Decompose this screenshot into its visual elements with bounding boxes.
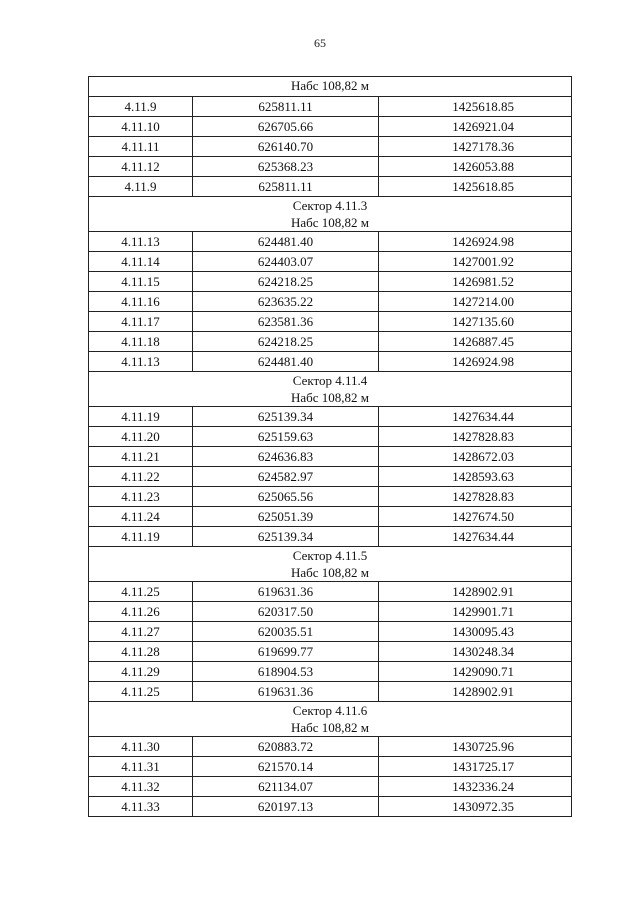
table-row: [89, 777, 572, 797]
point-id-cell: 4.11.27: [89, 622, 193, 642]
x-coordinate-cell: 626705.66: [193, 117, 379, 137]
sector-header-cell: [89, 547, 572, 582]
y-coordinate-cell: 1432336.24: [379, 777, 572, 797]
point-id-cell: 4.11.25: [89, 682, 193, 702]
sector-title: Сектор 4.11.3: [292, 198, 368, 213]
point-id-cell: 4.11.19: [89, 407, 193, 427]
y-coordinate-cell: 1427178.36: [379, 137, 572, 157]
table-row: [89, 622, 572, 642]
y-coordinate-cell: 1427214.00: [379, 292, 572, 312]
y-coordinate-cell: 1430972.35: [379, 797, 572, 817]
x-coordinate-cell: 624481.40: [193, 232, 379, 252]
page-number: 65: [314, 36, 326, 50]
table-row: [89, 467, 572, 487]
table-row: [89, 332, 572, 352]
x-coordinate-cell: 624636.83: [193, 447, 379, 467]
table-row: [89, 292, 572, 312]
table-row: [89, 117, 572, 137]
table-row: [89, 137, 572, 157]
table-row: [89, 797, 572, 817]
point-id-cell: 4.11.29: [89, 662, 193, 682]
x-coordinate-cell: 619631.36: [193, 582, 379, 602]
y-coordinate-cell: 1427674.50: [379, 507, 572, 527]
x-coordinate-cell: 620317.50: [193, 602, 379, 622]
y-coordinate-cell: 1430725.96: [379, 737, 572, 757]
y-coordinate-cell: 1427001.92: [379, 252, 572, 272]
y-coordinate-cell: 1428902.91: [379, 582, 572, 602]
x-coordinate-cell: 624403.07: [193, 252, 379, 272]
y-coordinate-cell: 1426924.98: [379, 352, 572, 372]
point-id-cell: 4.11.18: [89, 332, 193, 352]
y-coordinate-cell: 1425618.85: [379, 177, 572, 197]
y-coordinate-cell: 1426924.98: [379, 232, 572, 252]
point-id-cell: 4.11.14: [89, 252, 193, 272]
y-coordinate-cell: 1429090.71: [379, 662, 572, 682]
sector-header-row: [89, 702, 572, 737]
table-row: [89, 352, 572, 372]
table-row: [89, 662, 572, 682]
sector-header-cell: [89, 702, 572, 737]
sector-header-row: [89, 197, 572, 232]
coordinates-table: [88, 76, 572, 817]
y-coordinate-cell: 1429901.71: [379, 602, 572, 622]
table-row: [89, 312, 572, 332]
point-id-cell: 4.11.19: [89, 527, 193, 547]
sector-header-row: [89, 77, 572, 97]
x-coordinate-cell: 619631.36: [193, 682, 379, 702]
y-coordinate-cell: 1431725.17: [379, 757, 572, 777]
point-id-cell: 4.11.21: [89, 447, 193, 467]
x-coordinate-cell: 624218.25: [193, 332, 379, 352]
y-coordinate-cell: 1426981.52: [379, 272, 572, 292]
x-coordinate-cell: 620197.13: [193, 797, 379, 817]
x-coordinate-cell: 620035.51: [193, 622, 379, 642]
absolute-height-label: Набс 108,82 м: [290, 78, 370, 93]
point-id-cell: 4.11.9: [89, 177, 193, 197]
x-coordinate-cell: 624218.25: [193, 272, 379, 292]
y-coordinate-cell: 1426887.45: [379, 332, 572, 352]
x-coordinate-cell: 625159.63: [193, 427, 379, 447]
y-coordinate-cell: 1426053.88: [379, 157, 572, 177]
x-coordinate-cell: 623581.36: [193, 312, 379, 332]
point-id-cell: 4.11.10: [89, 117, 193, 137]
x-coordinate-cell: 625139.34: [193, 407, 379, 427]
point-id-cell: 4.11.24: [89, 507, 193, 527]
sector-header-cell: [89, 77, 572, 97]
sector-title: Сектор 4.11.5: [292, 548, 368, 563]
absolute-height-label: Набс 108,82 м: [290, 565, 370, 580]
y-coordinate-cell: 1427634.44: [379, 407, 572, 427]
point-id-cell: 4.11.12: [89, 157, 193, 177]
x-coordinate-cell: 625811.11: [193, 177, 379, 197]
y-coordinate-cell: 1430248.34: [379, 642, 572, 662]
x-coordinate-cell: 625051.39: [193, 507, 379, 527]
point-id-cell: 4.11.17: [89, 312, 193, 332]
y-coordinate-cell: 1426921.04: [379, 117, 572, 137]
coordinates-table-body: [89, 77, 572, 817]
y-coordinate-cell: 1427135.60: [379, 312, 572, 332]
x-coordinate-cell: 625065.56: [193, 487, 379, 507]
point-id-cell: 4.11.22: [89, 467, 193, 487]
point-id-cell: 4.11.20: [89, 427, 193, 447]
y-coordinate-cell: 1428593.63: [379, 467, 572, 487]
point-id-cell: 4.11.9: [89, 97, 193, 117]
y-coordinate-cell: 1428902.91: [379, 682, 572, 702]
y-coordinate-cell: 1427634.44: [379, 527, 572, 547]
point-id-cell: 4.11.25: [89, 582, 193, 602]
x-coordinate-cell: 626140.70: [193, 137, 379, 157]
y-coordinate-cell: 1428672.03: [379, 447, 572, 467]
x-coordinate-cell: 620883.72: [193, 737, 379, 757]
x-coordinate-cell: 621570.14: [193, 757, 379, 777]
table-row: [89, 582, 572, 602]
x-coordinate-cell: 618904.53: [193, 662, 379, 682]
sector-header-row: [89, 547, 572, 582]
table-row: [89, 487, 572, 507]
table-row: [89, 252, 572, 272]
point-id-cell: 4.11.13: [89, 232, 193, 252]
point-id-cell: 4.11.13: [89, 352, 193, 372]
x-coordinate-cell: 625368.23: [193, 157, 379, 177]
x-coordinate-cell: 624481.40: [193, 352, 379, 372]
point-id-cell: 4.11.11: [89, 137, 193, 157]
table-row: [89, 507, 572, 527]
y-coordinate-cell: 1430095.43: [379, 622, 572, 642]
sector-header-row: [89, 372, 572, 407]
point-id-cell: 4.11.33: [89, 797, 193, 817]
sector-title: Сектор 4.11.4: [292, 373, 368, 388]
table-row: [89, 272, 572, 292]
point-id-cell: 4.11.32: [89, 777, 193, 797]
table-row: [89, 157, 572, 177]
point-id-cell: 4.11.30: [89, 737, 193, 757]
x-coordinate-cell: 624582.97: [193, 467, 379, 487]
table-row: [89, 427, 572, 447]
sector-header-cell: [89, 372, 572, 407]
absolute-height-label: Набс 108,82 м: [290, 215, 370, 230]
absolute-height-label: Набс 108,82 м: [290, 390, 370, 405]
absolute-height-label: Набс 108,82 м: [290, 720, 370, 735]
point-id-cell: 4.11.26: [89, 602, 193, 622]
table-row: [89, 177, 572, 197]
table-row: [89, 97, 572, 117]
x-coordinate-cell: 625811.11: [193, 97, 379, 117]
x-coordinate-cell: 625139.34: [193, 527, 379, 547]
table-row: [89, 232, 572, 252]
sector-title: Сектор 4.11.6: [292, 703, 368, 718]
x-coordinate-cell: 623635.22: [193, 292, 379, 312]
point-id-cell: 4.11.28: [89, 642, 193, 662]
table-row: [89, 642, 572, 662]
y-coordinate-cell: 1425618.85: [379, 97, 572, 117]
sector-header-cell: [89, 197, 572, 232]
table-row: [89, 447, 572, 467]
point-id-cell: 4.11.31: [89, 757, 193, 777]
table-row: [89, 407, 572, 427]
y-coordinate-cell: 1427828.83: [379, 427, 572, 447]
point-id-cell: 4.11.23: [89, 487, 193, 507]
table-row: [89, 602, 572, 622]
y-coordinate-cell: 1427828.83: [379, 487, 572, 507]
point-id-cell: 4.11.15: [89, 272, 193, 292]
table-row: [89, 737, 572, 757]
table-row: [89, 757, 572, 777]
table-row: [89, 527, 572, 547]
table-row: [89, 682, 572, 702]
point-id-cell: 4.11.16: [89, 292, 193, 312]
x-coordinate-cell: 621134.07: [193, 777, 379, 797]
x-coordinate-cell: 619699.77: [193, 642, 379, 662]
